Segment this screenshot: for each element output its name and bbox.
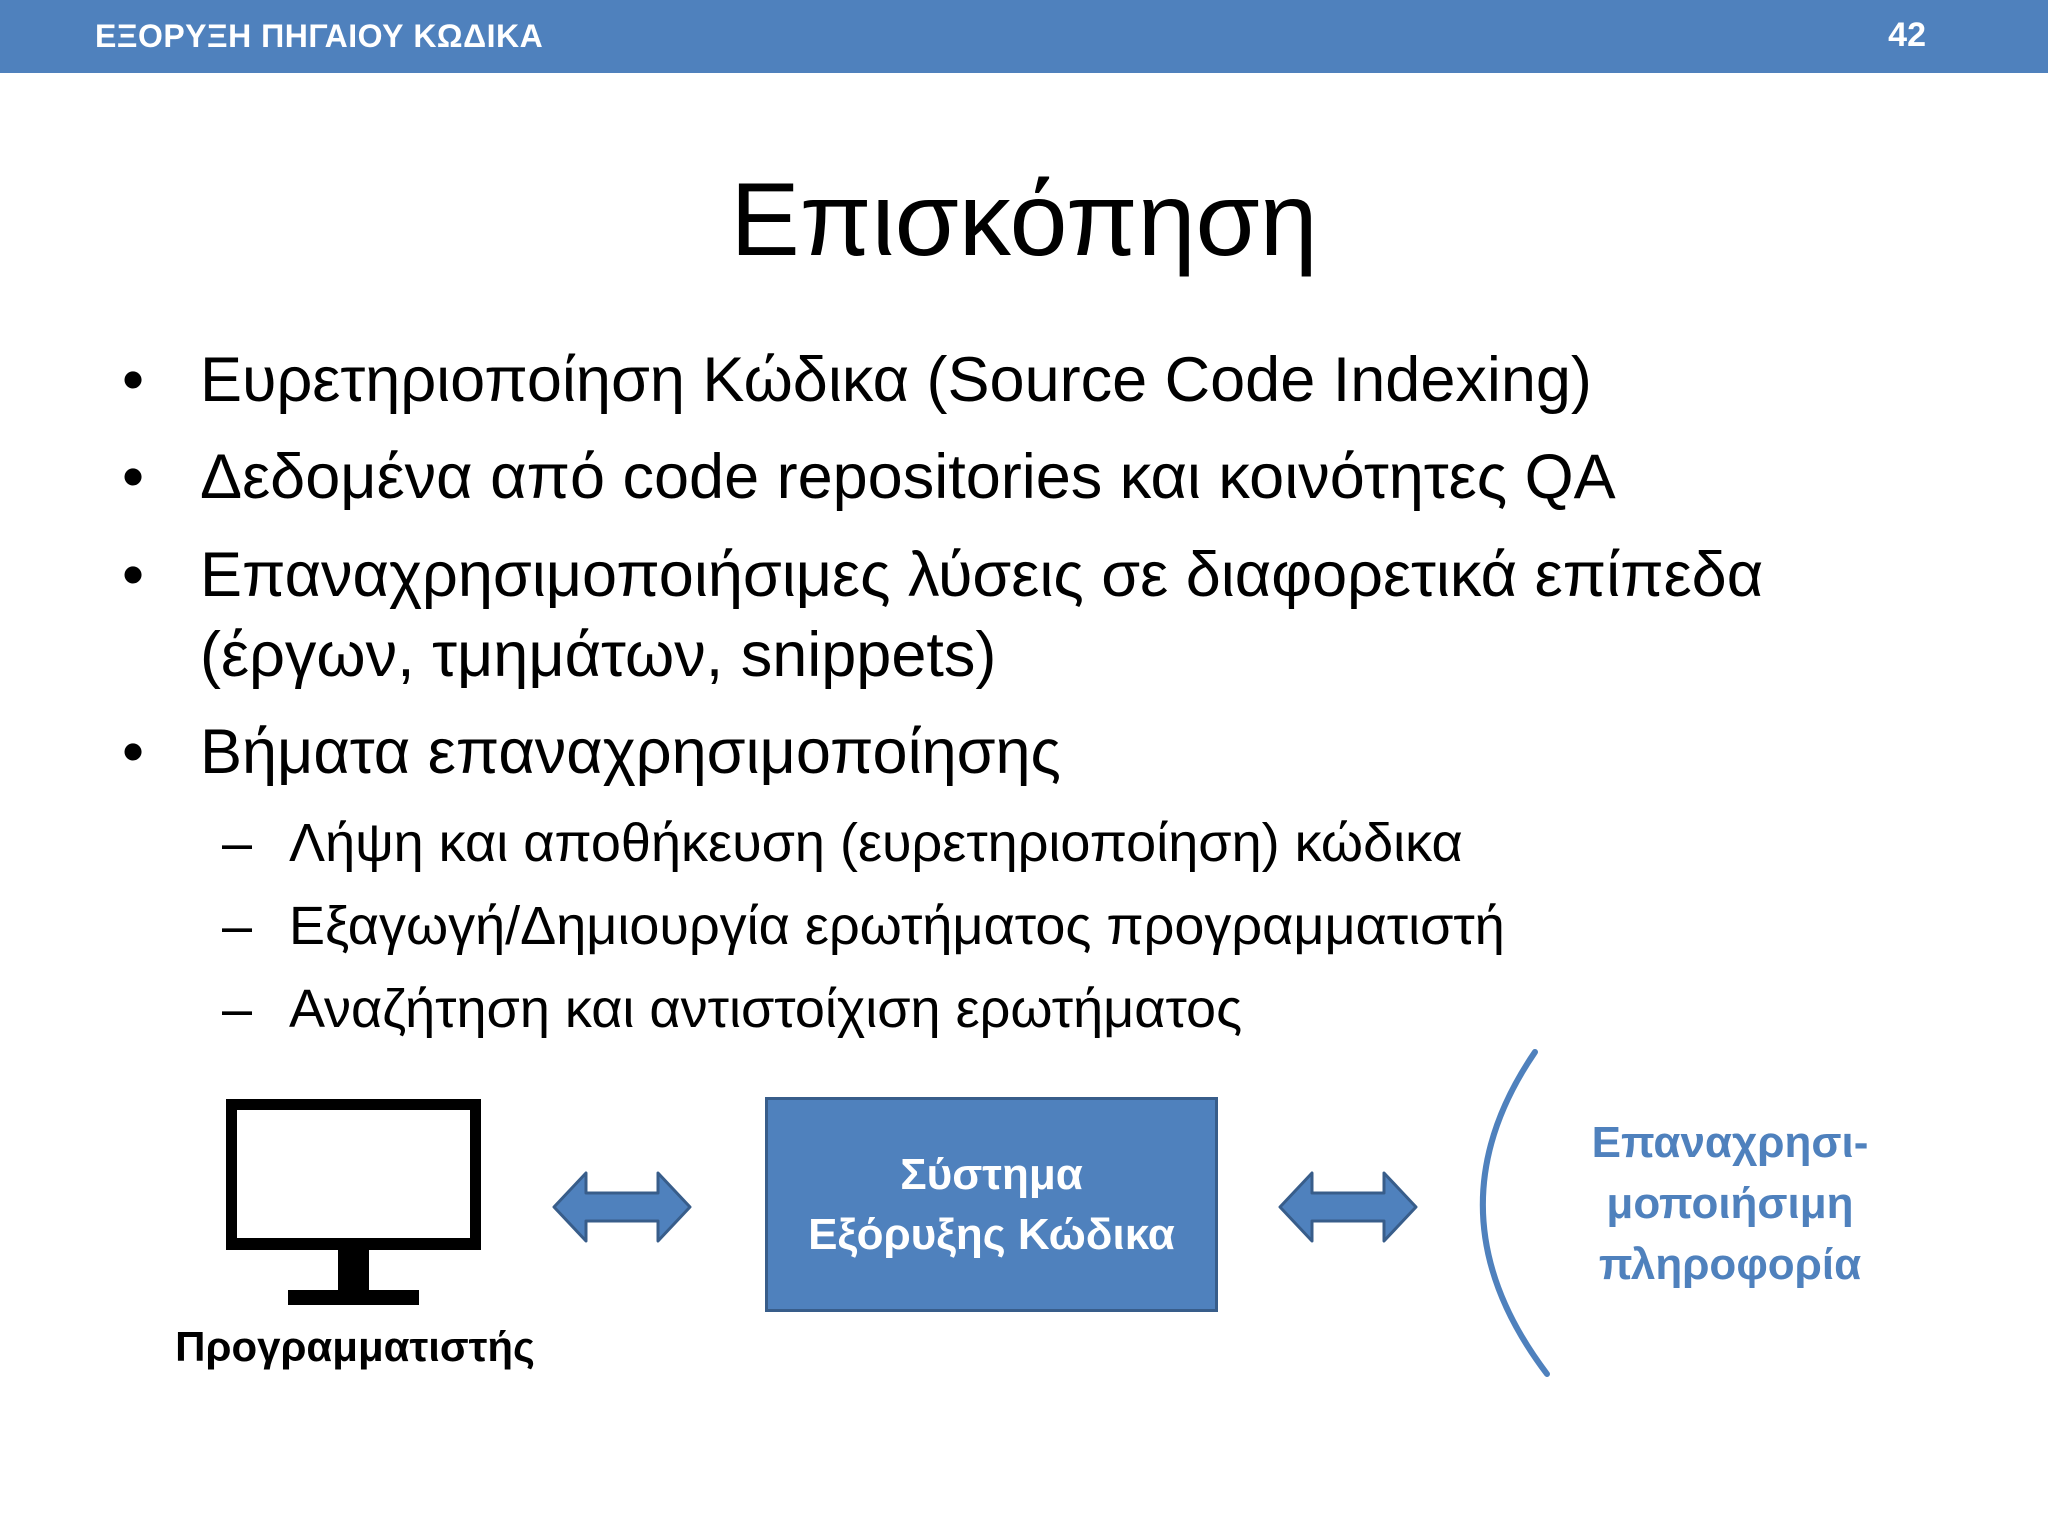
- bullet-item: [122, 535, 1764, 615]
- bullet-symbol: •: [122, 345, 145, 415]
- subbullet-symbol: –: [222, 896, 253, 956]
- bullet-text: Βήματα επαναχρησιμοποίησης: [200, 717, 1061, 787]
- header-bar: [0, 0, 2048, 73]
- reuse-line2: μοποιήσιμη: [1606, 1179, 1854, 1228]
- subbullet-text: Εξαγωγή/Δημιουργία ερωτήματος προγραμματιστή: [289, 896, 1505, 956]
- bullet-item: [122, 712, 1061, 792]
- bullet-symbol: •: [122, 540, 145, 610]
- bullet-continuation-text: (έργων, τμημάτων, snippets): [200, 620, 997, 690]
- subbullet-item: [222, 808, 1463, 878]
- programmer-label: Προγραμματιστής: [175, 1323, 535, 1370]
- bracket-icon: [1465, 1048, 1565, 1378]
- bullet-item: [122, 437, 1616, 517]
- course-title: ΕΞΟΡΥΞΗ ΠΗΓΑΙΟΥ ΚΩΔΙΚΑ: [95, 18, 544, 54]
- bullet-symbol: •: [122, 442, 145, 512]
- subbullet-text: Λήψη και αποθήκευση (ευρετηριοποίηση) κώδικα: [289, 813, 1463, 873]
- reuse-line1: Επαναχρησι-: [1591, 1118, 1869, 1167]
- bullet-text: Ευρετηριοποίηση Κώδικα (Source Code Indexing): [200, 345, 1592, 415]
- bullet-text: Επαναχρησιμοποιήσιμες λύσεις σε διαφορετικά επίπεδα: [200, 540, 1764, 610]
- bullet-continuation: [200, 615, 996, 695]
- bullet-item: [122, 340, 1592, 420]
- slide-title: Επισκόπηση: [730, 162, 1318, 278]
- code-mining-system-box: [765, 1097, 1218, 1312]
- monitor-icon: [226, 1099, 481, 1309]
- system-box-line2: Εξόρυξης Κώδικα: [808, 1209, 1175, 1259]
- system-box-line1: Σύστημα: [900, 1149, 1083, 1199]
- bullet-symbol: •: [122, 717, 145, 787]
- bullet-text: Δεδομένα από code repositories και κοινότητες QA: [200, 442, 1616, 512]
- slide-number: 42: [1888, 16, 1926, 54]
- subbullet-symbol: –: [222, 979, 253, 1039]
- subbullet-item: [222, 974, 1243, 1044]
- reuse-line3: πληροφορία: [1598, 1240, 1862, 1289]
- double-arrow-icon: [552, 1167, 692, 1247]
- double-arrow-icon: [1278, 1167, 1418, 1247]
- reusable-information-label: [1560, 1112, 1900, 1295]
- subbullet-symbol: –: [222, 813, 253, 873]
- subbullet-text: Αναζήτηση και αντιστοίχιση ερωτήματος: [289, 979, 1243, 1039]
- subbullet-item: [222, 891, 1505, 961]
